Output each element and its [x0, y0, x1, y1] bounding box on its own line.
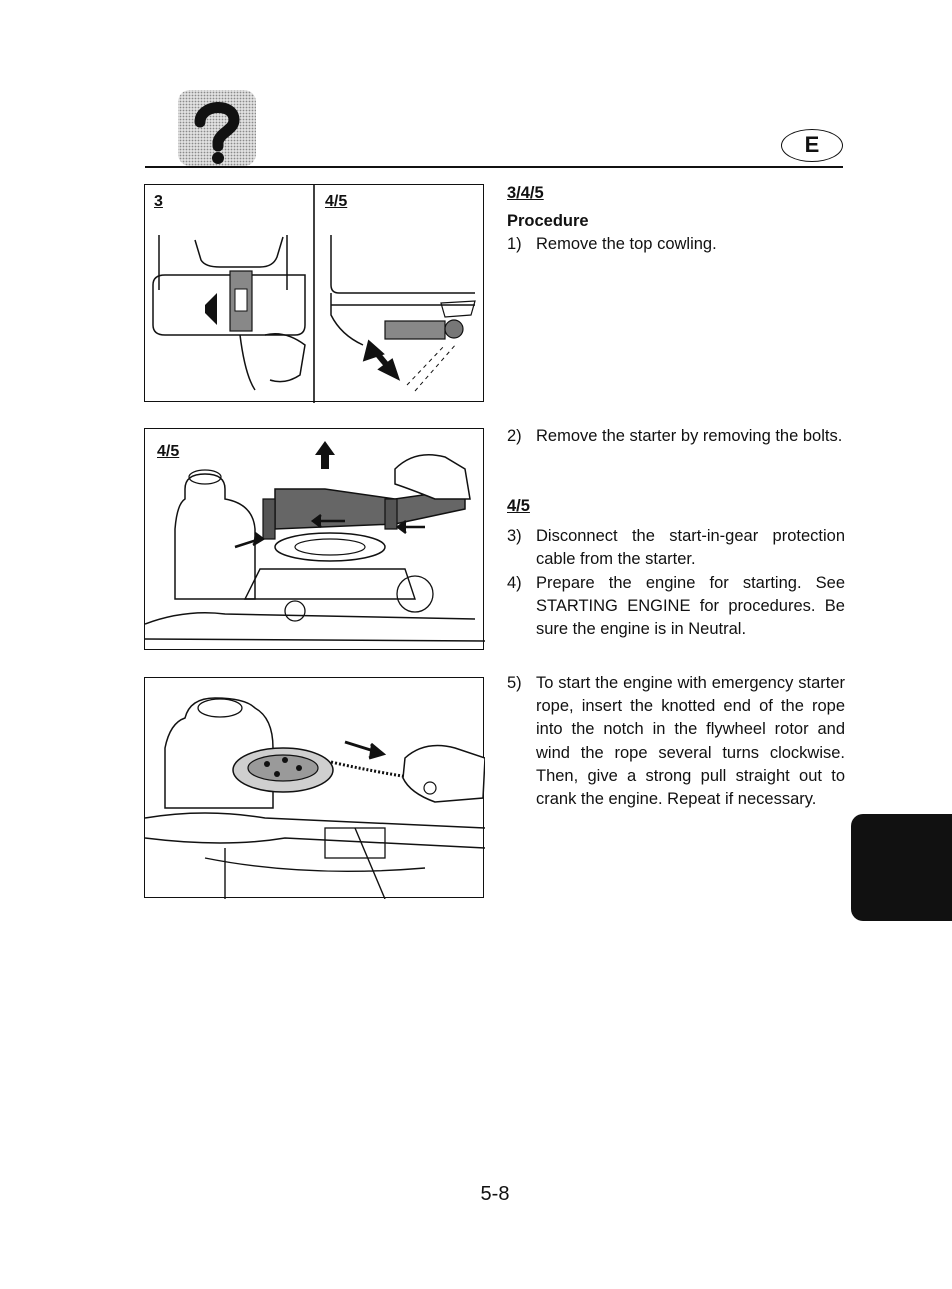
step-text: Remove the top cowling.: [536, 235, 717, 254]
section-heading: 3/4/5: [507, 184, 544, 202]
figure-emergency-starter-rope: [144, 677, 484, 898]
step-number: 5): [507, 674, 522, 692]
step-text: To start the engine with emergency starter rope, insert the knotted end of the rope into the notch in the flywheel rotor and wind the rope several turns clockwise. Then, give a strong pull straight out to crank the engine. Repeat if necessary.: [536, 674, 845, 809]
question-mark-icon: [176, 88, 258, 168]
step-text: Remove the starter by removing the bolts.: [536, 427, 843, 445]
chapter-thumb-tab: [851, 814, 952, 921]
figure-starter-removal: [144, 428, 484, 650]
figure-label: 4/5: [325, 193, 348, 210]
step-number: 3): [507, 527, 522, 546]
step-number: 2): [507, 427, 522, 445]
figure-top-cowling: [144, 184, 484, 402]
page-number: 5-8: [480, 1183, 510, 1205]
figure-label: 4/5: [157, 443, 180, 460]
language-badge: E: [781, 129, 843, 162]
step-number: 4): [507, 573, 522, 592]
section-start-in-gear: [507, 495, 845, 641]
step-4: [507, 572, 845, 642]
section-remove-starter: [507, 425, 845, 448]
step-2: [507, 425, 845, 448]
section-emergency-start: [507, 672, 845, 811]
step-text: Disconnect the start-in-gear protection cable from the starter.: [536, 527, 845, 569]
step-number: 1): [507, 235, 522, 254]
section-heading: 4/5: [507, 497, 530, 515]
step-3: [507, 525, 845, 571]
step-5: [507, 672, 845, 811]
header-rule: [145, 166, 843, 168]
step-text: Prepare the engine for starting. See STARTING ENGINE for procedures. Be sure the engine is in Neutral.: [536, 573, 845, 639]
section-subheading: Procedure: [507, 212, 589, 231]
section-procedure: [507, 182, 845, 257]
figure-label: 3: [154, 193, 163, 210]
step-1: [507, 233, 845, 256]
